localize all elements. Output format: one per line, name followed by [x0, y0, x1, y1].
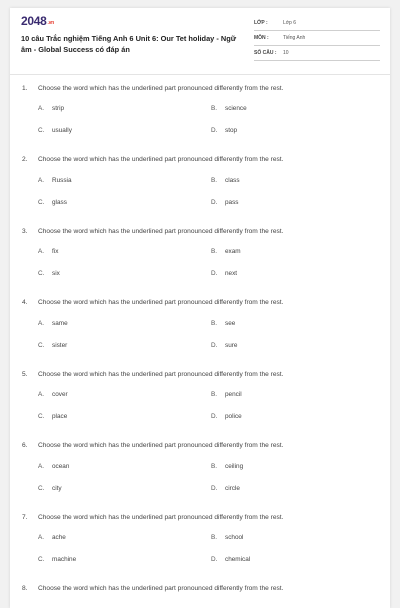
option-text: sure — [225, 341, 238, 349]
answer-option[interactable] — [38, 270, 60, 277]
option-text: city — [52, 484, 62, 492]
option-text: strip — [52, 105, 65, 112]
option-letter: D. — [211, 198, 218, 206]
option-letter: B. — [211, 391, 218, 398]
answer-option[interactable] — [38, 342, 67, 349]
option-text: six — [52, 270, 60, 277]
question-number: 7. — [22, 513, 28, 521]
question-number: 2. — [22, 156, 28, 163]
answer-option[interactable] — [211, 105, 247, 112]
option-text: exam — [225, 248, 241, 255]
worksheet-page — [10, 8, 390, 608]
option-letter: B. — [211, 462, 218, 470]
answer-option[interactable] — [38, 463, 69, 470]
option-letter: C. — [38, 341, 45, 349]
option-text: cover — [52, 391, 68, 398]
option-letter: D. — [211, 556, 218, 563]
question-stem — [22, 298, 382, 308]
question-text: Choose the word which has the underlined part pronounced differently from the rest. — [38, 442, 284, 449]
answer-option[interactable] — [38, 177, 72, 184]
option-text: usually — [52, 127, 72, 134]
question-stem — [22, 226, 382, 236]
option-text: circle — [225, 484, 240, 492]
question-number: 5. — [22, 370, 28, 378]
option-letter: C. — [38, 413, 45, 420]
option-text: police — [225, 413, 242, 420]
option-text: place — [52, 413, 68, 420]
question-item — [22, 512, 382, 563]
answer-option[interactable] — [211, 463, 243, 470]
option-letter: D. — [211, 341, 218, 349]
option-text: fix — [52, 248, 59, 255]
question-stem — [22, 155, 382, 165]
option-letter: B. — [211, 105, 218, 112]
option-letter: A. — [38, 319, 45, 327]
answer-option[interactable] — [38, 320, 68, 327]
option-letter: B. — [211, 176, 218, 184]
option-letter: B. — [211, 534, 218, 541]
option-text: machine — [52, 556, 77, 563]
question-text: Choose the word which has the underlined part pronounced differently from the rest. — [38, 513, 284, 521]
answer-option[interactable] — [211, 199, 239, 206]
page-title: 10 câu Trắc nghiệm Tiếng Anh 6 Unit 6: Our Tet holiday - Ngữ âm - Global Success có đáp án — [21, 34, 237, 54]
option-letter: C. — [38, 484, 45, 492]
question-item — [22, 155, 382, 206]
option-letter: A. — [38, 391, 45, 398]
option-text: sister — [52, 341, 68, 349]
site-logo[interactable] — [21, 14, 54, 28]
option-letter: D. — [211, 270, 218, 277]
meta-info — [254, 16, 380, 61]
answer-option[interactable] — [211, 320, 235, 327]
answer-option[interactable] — [211, 248, 241, 255]
option-text: class — [225, 176, 240, 184]
meta-label: SỐ CÂU : — [254, 50, 277, 56]
option-letter: A. — [38, 176, 45, 184]
answer-option[interactable] — [211, 534, 243, 541]
meta-value: 10 — [283, 50, 289, 56]
option-letter: A. — [38, 534, 45, 541]
question-item — [22, 441, 382, 492]
question-text: Choose the word which has the underlined part pronounced differently from the rest. — [38, 227, 284, 235]
option-letter: C. — [38, 127, 45, 134]
question-item — [22, 226, 382, 277]
answer-option[interactable] — [211, 127, 237, 134]
answer-option[interactable] — [38, 485, 62, 492]
meta-row-subject — [254, 31, 380, 46]
answer-option[interactable] — [38, 127, 72, 134]
meta-label: LỚP : — [254, 20, 268, 26]
answer-option[interactable] — [211, 177, 240, 184]
option-text: same — [52, 319, 68, 327]
option-text: glass — [52, 198, 67, 206]
question-text: Choose the word which has the underlined part pronounced differently from the rest. — [38, 370, 284, 378]
question-text: Choose the word which has the underlined part pronounced differently from the rest. — [38, 585, 284, 592]
answer-option[interactable] — [38, 391, 68, 398]
question-item — [22, 369, 382, 420]
option-text: ceiling — [225, 462, 244, 470]
answer-option[interactable] — [38, 199, 67, 206]
answer-option[interactable] — [38, 413, 67, 420]
answer-option[interactable] — [211, 413, 242, 420]
option-text: see — [225, 319, 236, 327]
question-number: 3. — [22, 227, 28, 235]
question-text: Choose the word which has the underlined part pronounced differently from the rest. — [38, 156, 284, 163]
option-letter: B. — [211, 319, 218, 327]
option-letter: C. — [38, 270, 45, 277]
question-text: Choose the word which has the underlined part pronounced differently from the rest. — [38, 299, 284, 306]
question-stem — [22, 584, 382, 594]
question-number: 8. — [22, 585, 28, 592]
question-stem — [22, 441, 382, 451]
option-letter: D. — [211, 413, 218, 420]
answer-option[interactable] — [211, 342, 237, 349]
question-number: 4. — [22, 299, 28, 306]
question-stem — [22, 369, 382, 379]
logo-text: 2048 — [21, 14, 47, 28]
meta-row-class — [254, 16, 380, 31]
option-letter: C. — [38, 198, 45, 206]
question-number: 1. — [22, 84, 28, 92]
option-letter: D. — [211, 484, 218, 492]
option-letter: C. — [38, 556, 45, 563]
header-divider — [10, 74, 390, 75]
question-number: 6. — [22, 442, 28, 449]
question-stem — [22, 512, 382, 522]
question-stem — [22, 83, 382, 93]
option-letter: D. — [211, 127, 218, 134]
answer-option[interactable] — [38, 534, 66, 541]
question-item — [22, 83, 382, 134]
option-letter: A. — [38, 105, 45, 112]
option-text: Russia — [52, 176, 72, 184]
answer-option[interactable] — [211, 485, 240, 492]
question-text: Choose the word which has the underlined part pronounced differently from the rest. — [38, 84, 284, 92]
option-text: science — [225, 105, 247, 112]
option-text: pass — [225, 198, 239, 206]
question-item — [22, 584, 382, 594]
answer-option[interactable] — [38, 556, 76, 563]
answer-option[interactable] — [38, 248, 58, 255]
option-letter: A. — [38, 462, 45, 470]
option-letter: B. — [211, 248, 218, 255]
logo-domain: .vn — [47, 20, 54, 26]
option-text: ache — [52, 534, 66, 541]
answer-option[interactable] — [211, 556, 250, 563]
meta-row-count — [254, 46, 380, 61]
answer-option[interactable] — [38, 105, 64, 112]
meta-value: Tiếng Anh — [283, 35, 306, 41]
option-text: stop — [225, 127, 238, 134]
meta-value: Lớp 6 — [283, 20, 297, 26]
option-text: ocean — [52, 462, 70, 470]
option-text: school — [225, 534, 244, 541]
answer-option[interactable] — [211, 270, 237, 277]
question-item — [22, 298, 382, 349]
option-letter: A. — [38, 248, 45, 255]
meta-label: MÔN : — [254, 35, 269, 41]
answer-option[interactable] — [211, 391, 242, 398]
option-text: pencil — [225, 391, 242, 398]
option-text: next — [225, 270, 238, 277]
option-text: chemical — [225, 556, 251, 563]
